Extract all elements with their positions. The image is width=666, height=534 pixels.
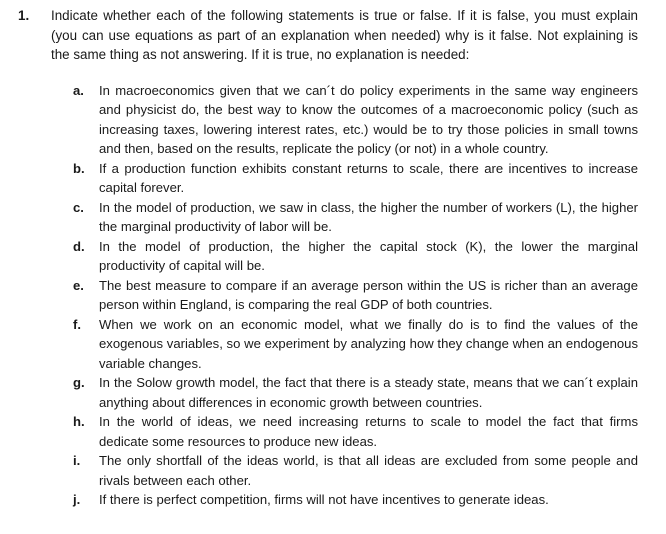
statement-letter: a.: [73, 82, 84, 98]
statement-letter: d.: [73, 238, 85, 254]
statement-letter: g.: [73, 375, 85, 390]
statement-text: The only shortfall of the ideas world, is that all ideas are excluded from some people and rivals between each other.: [99, 453, 638, 488]
statement-item-j: [73, 490, 638, 510]
statement-text: If there is perfect competition, firms will not have incentives to generate ideas.: [99, 492, 549, 507]
question-block: [18, 6, 638, 510]
statement-text: In the model of production, the higher the capital stock (K), the lower the marginal productivity of capital will be.: [99, 238, 638, 273]
statement-letter: i.: [73, 453, 81, 468]
statement-text: The best measure to compare if an average person within the US is richer than an average person within England, is comparing the real GDP of both countries.: [99, 277, 638, 312]
statement-text: In the Solow growth model, the fact that there is a steady state, means that we can´t explain anything about differences in economic growth between countries.: [99, 375, 638, 410]
statement-item-g: [73, 373, 638, 412]
statement-text: In the model of production, we saw in class, the higher the number of workers (L), the higher the marginal productivity of labor will be.: [99, 199, 638, 234]
statement-text: When we work on an economic model, what we finally do is to find the values of the exogenous variables, so we experiment by analyzing how they change when an endogenous variable changes.: [99, 316, 638, 371]
statement-text: In macroeconomics given that we can´t do policy experiments in the same way engineers and physicist do, the best way to know the outcomes of a macroeconomic policy (such as increasing taxes, lowering interest rates, etc.) would be to try those policies in small towns and then, based on the results, replicate the policy (or not) in a whole country.: [99, 82, 638, 156]
statement-item-i: [73, 451, 638, 490]
statement-list: [18, 81, 638, 510]
statement-letter: c.: [73, 199, 84, 215]
statement-letter: e.: [73, 277, 84, 293]
statement-item-f: [73, 315, 638, 374]
statement-item-b: [73, 159, 638, 198]
statement-item-d: [73, 237, 638, 276]
statement-letter: j.: [73, 492, 81, 507]
statement-letter: h.: [73, 414, 85, 429]
statement-item-a: [73, 81, 638, 159]
statement-item-h: [73, 412, 638, 451]
statement-item-c: [73, 198, 638, 237]
statement-letter: b.: [73, 160, 85, 176]
statement-letter: f.: [73, 316, 81, 332]
question-number: 1.: [18, 8, 30, 23]
question-header: [18, 6, 638, 65]
statement-text: In the world of ideas, we need increasing returns to scale to model the fact that firms dedicate some resources to produce new ideas.: [99, 414, 638, 449]
statement-text: If a production function exhibits constant returns to scale, there are incentives to increase capital forever.: [99, 160, 638, 195]
question-instructions: Indicate whether each of the following statements is true or false. If it is false, you must explain (you can use equations as part of an explanation when needed) why is it false. Not explaining is the same thing as not answering. If it is true, no explanation is needed:: [51, 8, 638, 62]
statement-item-e: [73, 276, 638, 315]
